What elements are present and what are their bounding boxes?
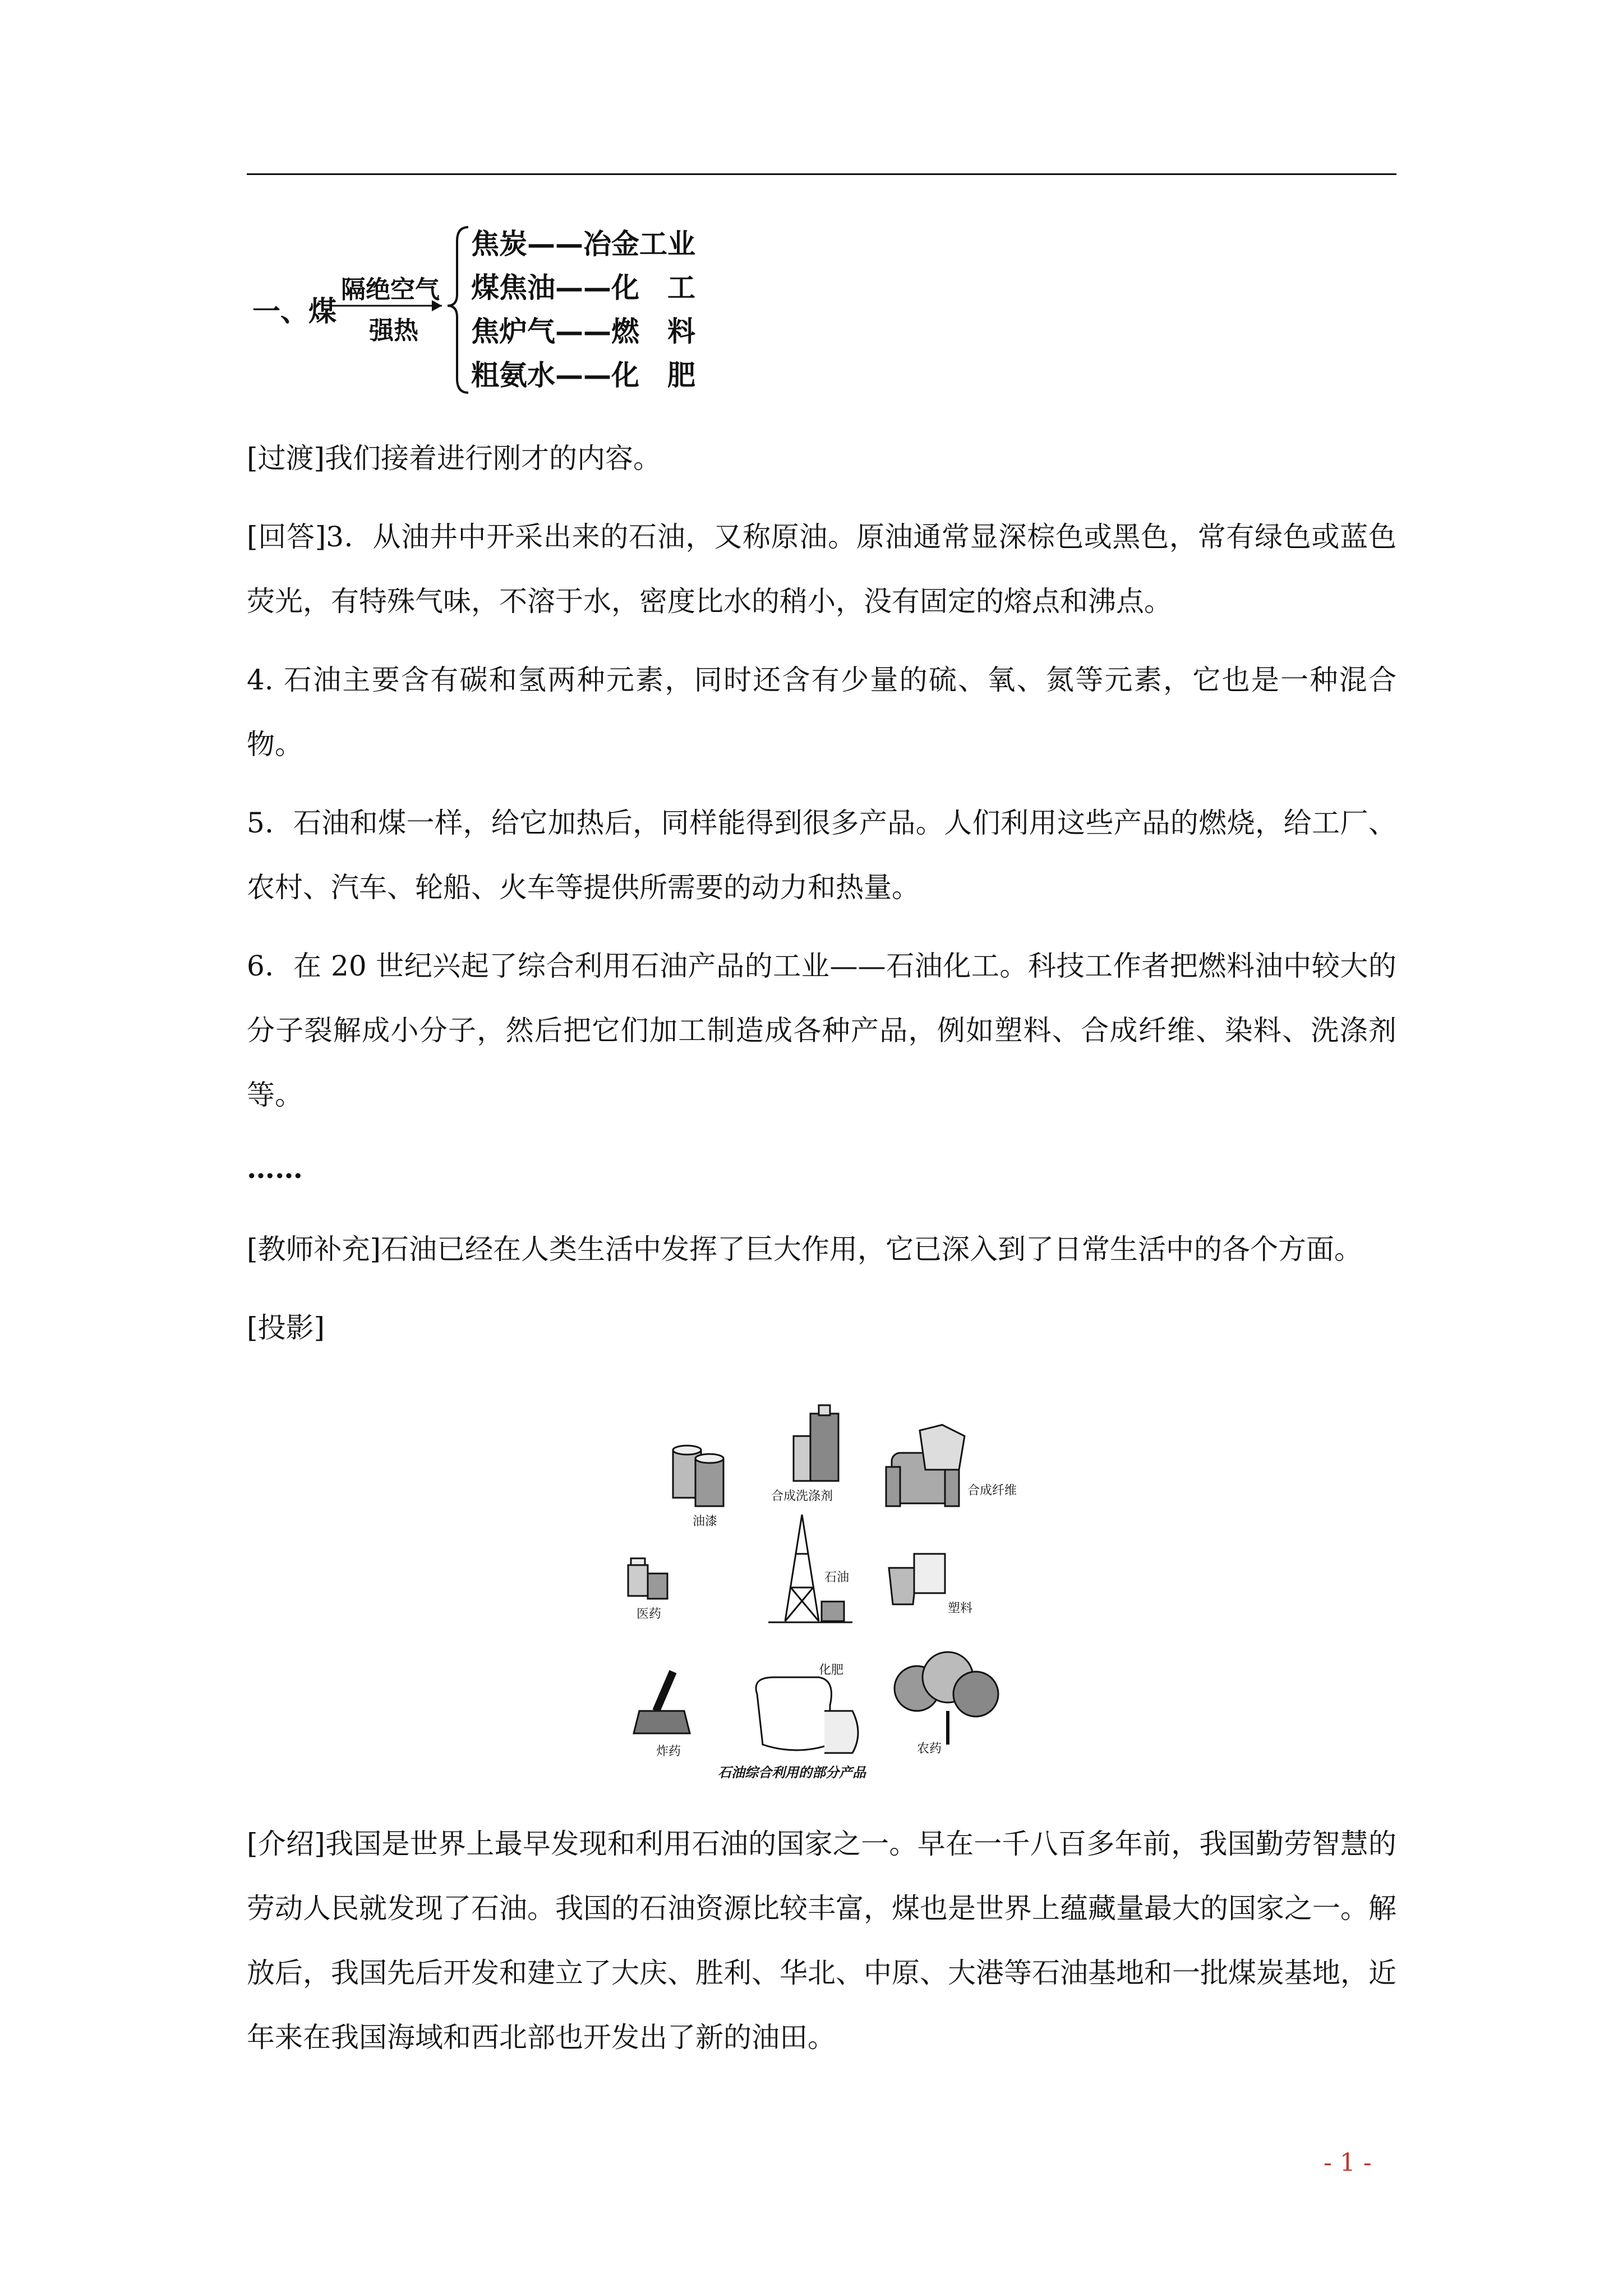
label-plastic: 塑料: [948, 1602, 973, 1616]
figure-caption: 石油综合利用的部分产品: [718, 1764, 866, 1780]
diagram-condition-bottom: 强热: [369, 316, 418, 345]
detergent-bottle-icon: [794, 1405, 838, 1481]
diagram-row-3: 焦炉气——燃 料: [471, 315, 695, 348]
plastic-bucket-icon: [889, 1554, 945, 1604]
paragraph-answer-6: 6．在 20 世纪兴起了综合利用石油产品的工业——石油化工。科技工作者把燃料油中较大的分子裂解成小分子，然后把它们加工制造成各种产品，例如塑料、合成纤维、染料、洗涤剂等。: [247, 950, 1396, 1111]
armchair-icon: [886, 1425, 965, 1506]
coal-distillation-diagram: [247, 216, 751, 401]
paragraph-answer-3: [回答]3．从油井中开采出来的石油，又称原油。原油通常显深棕色或黑色，常有绿色或蓝色荧光，有特殊气味，不溶于水，密度比水的稍小，没有固定的熔点和沸点。: [247, 521, 1396, 618]
label-fiber: 合成纤维: [967, 1484, 1017, 1498]
label-oil-paint: 油漆: [693, 1515, 718, 1529]
diagram-condition-top: 隔绝空气: [341, 275, 440, 304]
paint-can-icon: [673, 1446, 723, 1506]
paragraph-teacher-note: [教师补充]石油已经在人类生活中发挥了巨大作用，它已深入到了日常生活中的各个方面。: [247, 1233, 1363, 1266]
diagram-source: 一、煤: [252, 295, 336, 328]
diagram-row-1: 焦炭——冶金工业: [471, 228, 695, 260]
paragraph-transition: [过渡]我们接着进行刚才的内容。: [247, 442, 662, 475]
paragraph-introduction: [介绍]我国是世界上最早发现和利用石油的国家之一。早在一千八百多年前，我国勤劳智慧的劳动人民就发现了石油。我国的石油资源比较丰富，煤也是世界上蕴藏量最大的国家之一。解放后，我国先后开发和建立了大庆、胜利、华北、中原、大港等石油基地和一批煤炭基地，近年来在我国海域和西北部也开发出了新的油田。: [247, 1828, 1396, 2054]
diagram-row-4: 粗氨水——化 肥: [471, 359, 695, 392]
paragraph-ellipsis: ……: [247, 1152, 303, 1185]
explosive-icon: [634, 1672, 690, 1733]
petroleum-products-figure: [606, 1374, 1054, 1795]
label-explosive: 炸药: [656, 1745, 681, 1759]
header-rule: [247, 173, 1396, 175]
label-petroleum: 石油: [824, 1571, 850, 1585]
fertilizer-sack-icon: [756, 1677, 858, 1753]
label-fertilizer: 化肥: [819, 1663, 844, 1677]
medicine-bottle-icon: [628, 1558, 667, 1599]
paragraph-answer-4: 4. 石油主要含有碳和氢两种元素，同时还含有少量的硫、氧、氮等元素，它也是一种混合物。: [247, 664, 1396, 761]
page-number: - 1 -: [1324, 2148, 1372, 2177]
diagram-row-2: 煤焦油——化 工: [471, 272, 695, 304]
paragraph-projection: [投影]: [247, 1312, 325, 1344]
label-medicine: 医药: [637, 1607, 662, 1621]
label-pesticide: 农药: [917, 1742, 942, 1756]
paragraph-answer-5: 5．石油和煤一样，给它加热后，同样能得到很多产品。人们利用这些产品的燃烧，给工厂、农村、汽车、轮船、火车等提供所需要的动力和热量。: [247, 807, 1396, 904]
pesticide-tree-icon: [895, 1652, 998, 1745]
label-detergent: 合成洗涤剂: [771, 1489, 833, 1503]
